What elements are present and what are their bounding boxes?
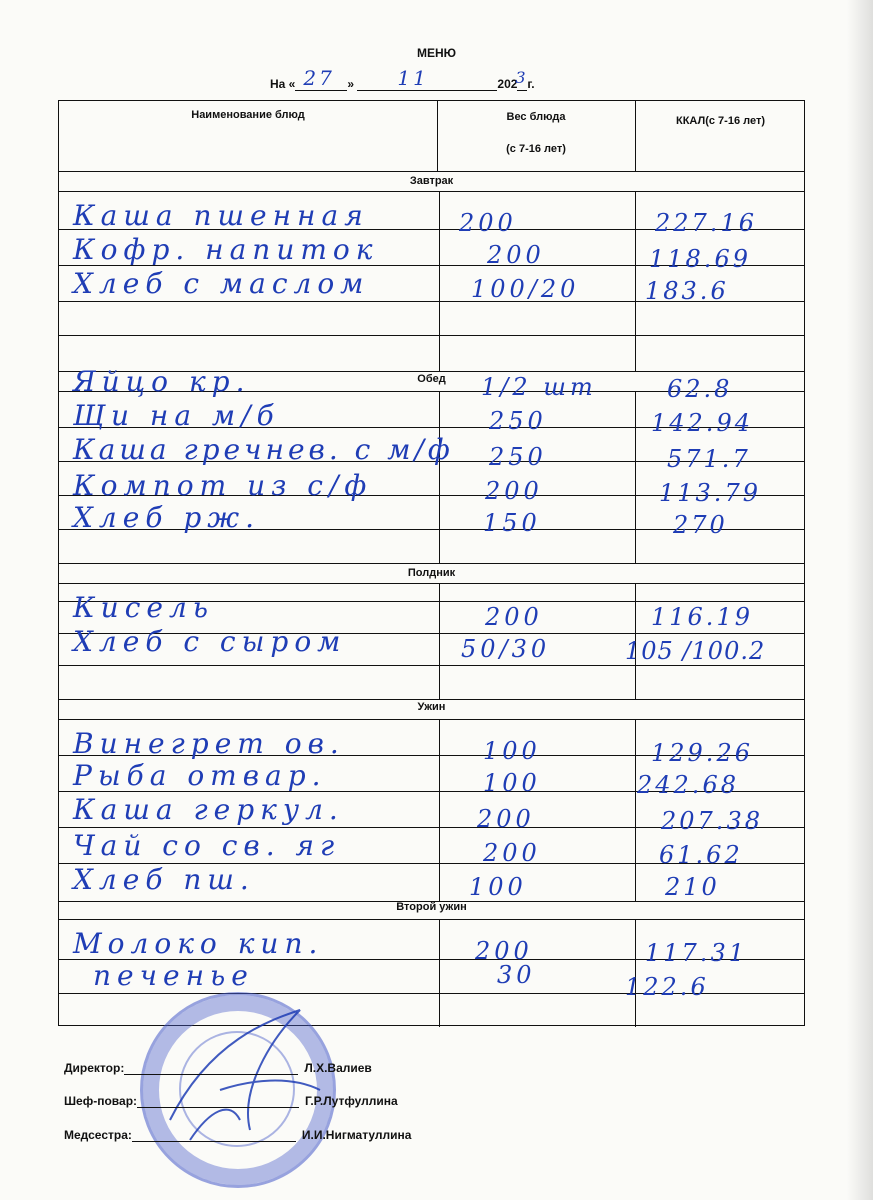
dish-name: Хлеб пш. [73, 863, 255, 896]
dish-weight: 250 [489, 443, 547, 471]
dish-name: Каша геркул. [73, 793, 344, 826]
dish-weight: 200 [485, 603, 543, 631]
dish-weight: 150 [483, 509, 541, 537]
page-title: МЕНЮ [416, 46, 457, 60]
date-day: 27 [303, 66, 335, 90]
dish-weight: 200 [487, 241, 545, 269]
dish-weight: 200 [459, 209, 517, 237]
dish-name: Рыба отвар. [73, 759, 327, 792]
dish-kcal: 61.62 [659, 841, 743, 869]
dish-kcal: 183.6 [645, 277, 729, 305]
dish-name: Винегрет ов. [73, 727, 345, 760]
dish-name: Молоко кип. [73, 927, 324, 960]
dish-weight: 50/30 [461, 635, 551, 663]
header-weight-age: (с 7-16 лет) [506, 143, 566, 155]
dish-weight: 250 [489, 407, 547, 435]
dish-name: Кофр. напиток [73, 233, 379, 266]
header-name: Наименование блюд [191, 109, 305, 121]
date-line: На « 27 » 11 202 3 г. [270, 66, 535, 91]
dish-weight: 100/20 [471, 275, 580, 303]
dish-weight: 200 [477, 805, 535, 833]
dish-weight: 100 [483, 737, 541, 765]
dish-kcal: 117.31 [645, 939, 747, 967]
dish-name: Хлеб рж. [73, 501, 260, 534]
dish-name: Чай со св. яг [73, 829, 341, 862]
dish-kcal: 105 /100.2 [625, 637, 766, 665]
dish-kcal: 571.7 [667, 445, 751, 473]
dish-kcal: 129.26 [651, 739, 753, 767]
dish-weight: 30 [497, 961, 536, 989]
dish-name: печенье [93, 959, 254, 992]
date-year-digit: 3 [515, 68, 529, 87]
dish-kcal: 113.79 [659, 479, 761, 507]
dish-name: Хлеб с маслом [73, 267, 370, 300]
signature-chef: Шеф-повар: Г.Р.Лутфуллина [64, 1094, 398, 1108]
section-snack-title: Полдник [407, 567, 456, 579]
dish-kcal: 116.19 [651, 603, 753, 631]
dish-kcal: 242.68 [637, 771, 739, 799]
section-lunch-title: Обед [417, 373, 446, 385]
dish-weight: 1/2 шт [481, 373, 597, 401]
dish-weight: 200 [485, 477, 543, 505]
header-weight: Вес блюда [506, 111, 566, 123]
signature-director: Директор: Л.Х.Валиев [64, 1061, 372, 1075]
dish-kcal: 122.6 [625, 973, 709, 1001]
date-month: 11 [397, 66, 429, 90]
dish-name: Каша гречнев. с м/ф [73, 433, 454, 466]
dish-name: Щи на м/б [73, 399, 280, 432]
menu-table [58, 100, 805, 1026]
dish-weight: 100 [483, 769, 541, 797]
dish-kcal: 270 [673, 511, 728, 539]
section-second-dinner-title: Второй ужин [396, 901, 467, 913]
signature-nurse: Медсестра: И.И.Нигматуллина [64, 1128, 412, 1142]
section-dinner-title: Ужин [417, 701, 446, 713]
dish-name: Кисель [73, 591, 215, 624]
section-breakfast-title: Завтрак [409, 175, 454, 187]
dish-kcal: 118.69 [649, 245, 751, 273]
dish-kcal: 62.8 [667, 375, 733, 403]
dish-name: Компот из с/ф [73, 469, 373, 502]
header-kcal: ККАЛ(с 7-16 лет) [676, 115, 765, 127]
dish-kcal: 227.16 [655, 209, 757, 237]
dish-name: Хлеб с сыром [73, 625, 347, 658]
dish-name: Каша пшенная [73, 199, 369, 232]
scan-edge-shadow [847, 0, 873, 1200]
dish-weight: 100 [469, 873, 527, 901]
dish-name: Яйцо кр. [73, 365, 251, 398]
dish-kcal: 142.94 [651, 409, 753, 437]
dish-weight: 200 [483, 839, 541, 867]
dish-weight: 200 [475, 937, 533, 965]
dish-kcal: 210 [665, 873, 720, 901]
dish-kcal: 207.38 [661, 807, 763, 835]
